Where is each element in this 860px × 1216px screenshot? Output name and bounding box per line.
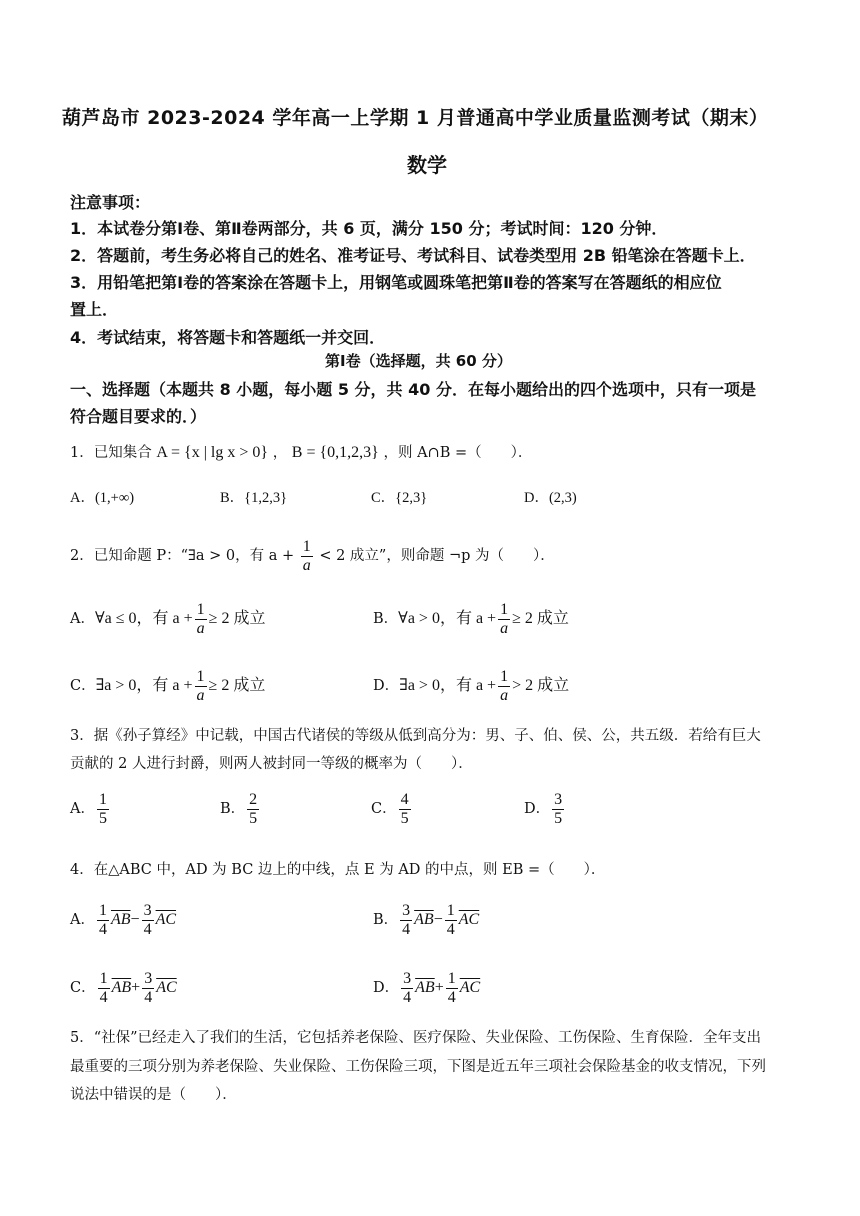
frac-den: 4 bbox=[403, 988, 412, 1006]
frac-num: 1 bbox=[98, 902, 107, 919]
question-1 bbox=[70, 441, 532, 462]
frac-num: 3 bbox=[554, 791, 563, 808]
frac-den: 5 bbox=[98, 809, 107, 827]
frac-den: 5 bbox=[400, 809, 409, 827]
q2-option-pre: ∀a > 0，有 a + bbox=[398, 610, 497, 628]
question-5-line1: 5．“社保”已经走入了我们的生活，它包括养老保险、医疗保险、失业保险、工伤保险、生育保险．全年支出 bbox=[70, 1030, 762, 1046]
question-5-line2: 最重要的三项分别为养老保险、失业保险、工伤保险三项，下图是近五年三项社会保险基金的收支情况，下列 bbox=[70, 1059, 766, 1075]
q2-frac-den: a bbox=[302, 556, 311, 574]
vector-ac: $\overline{AC}$ bbox=[458, 911, 480, 929]
q2-fraction bbox=[301, 538, 313, 574]
q3-option-fraction bbox=[552, 791, 564, 827]
q4-option-a[interactable] bbox=[70, 902, 176, 938]
frac-den: a bbox=[196, 686, 205, 704]
vector-ac: $\overline{AC}$ bbox=[459, 979, 481, 997]
q1-mid: ， bbox=[272, 445, 288, 461]
question-3-line1: 3．据《孙子算经》中记载，中国古代诸侯的等级从低到高分为：男、子、伯、侯、公，共五级．若给有巨大 bbox=[70, 728, 761, 744]
q2-suffix: < 2 成立”，则命题 ¬p 为（ ）． bbox=[319, 548, 555, 565]
frac-num: 1 bbox=[196, 668, 205, 685]
frac-num: 3 bbox=[403, 970, 412, 987]
vector-ac: $\overline{AC}$ bbox=[156, 979, 177, 997]
exam-title: 葫芦岛市 2023-2024 学年高一上学期 1 月普通高中学业质量监测考试（期末） bbox=[62, 107, 769, 129]
q2-option-label: D． bbox=[373, 678, 400, 695]
q3-option-label: A． bbox=[70, 801, 95, 818]
q1-option-d[interactable]: D．(2,3) bbox=[524, 490, 577, 506]
q4-fraction-2 bbox=[142, 902, 154, 938]
q4-option-d[interactable] bbox=[373, 970, 480, 1006]
part-instructions-line1: 一、选择题（本题共 8 小题，每小题 5 分，共 40 分．在每小题给出的四个选项中，只有一项是 bbox=[70, 380, 756, 399]
frac-den: 4 bbox=[447, 988, 456, 1006]
q1-set-a: A = {x | lg x > 0} bbox=[156, 444, 269, 461]
frac-den: a bbox=[500, 686, 509, 704]
frac-den: 4 bbox=[99, 988, 108, 1006]
q2-option-d[interactable] bbox=[373, 668, 569, 704]
q1-option-c[interactable]: C．{2,3} bbox=[371, 490, 428, 506]
q2-option-post: ≥ 2 成立 bbox=[208, 677, 266, 695]
q3-option-fraction bbox=[97, 791, 109, 827]
frac-num: 2 bbox=[249, 791, 258, 808]
note-item: 2．答题前，考生务必将自己的姓名、准考证号、考试科目、试卷类型用 2B 铅笔涂在答题卡上． bbox=[70, 246, 756, 265]
note-item: 置上． bbox=[70, 300, 119, 319]
q2-option-fraction bbox=[195, 668, 207, 704]
frac-den: 5 bbox=[554, 809, 563, 827]
note-item: 1．本试卷分第Ⅰ卷、第Ⅱ卷两部分，共 6 页，满分 150 分；考试时间：120 分钟． bbox=[70, 219, 668, 238]
frac-den: a bbox=[500, 619, 509, 637]
q4-fraction-1 bbox=[400, 902, 412, 938]
frac-den: 4 bbox=[98, 920, 107, 938]
frac-num: 1 bbox=[500, 601, 509, 618]
frac-num: 1 bbox=[446, 902, 455, 919]
frac-num: 1 bbox=[196, 601, 205, 618]
frac-num: 3 bbox=[402, 902, 411, 919]
q3-option-c[interactable] bbox=[371, 791, 413, 827]
q4-option-label: A． bbox=[70, 912, 95, 929]
q1-suffix: ，则 A∩B =（ ）． bbox=[383, 445, 533, 461]
vector-ab: $\overline{AB}$ bbox=[111, 979, 132, 997]
vector-ab: $\overline{AB}$ bbox=[415, 979, 435, 997]
q1-set-b: B = {0,1,2,3} bbox=[291, 444, 379, 461]
q1-option-a[interactable]: A．(1,+∞) bbox=[70, 490, 135, 506]
q2-option-post: ≥ 2 成立 bbox=[208, 610, 266, 628]
operator: + bbox=[131, 979, 141, 997]
vector-ab: $\overline{AB}$ bbox=[414, 911, 434, 929]
operator: + bbox=[434, 979, 444, 997]
frac-num: 1 bbox=[447, 970, 456, 987]
q3-option-b[interactable] bbox=[220, 791, 261, 827]
q4-fraction-2 bbox=[445, 902, 457, 938]
q2-option-fraction bbox=[195, 601, 207, 637]
q4-fraction-1 bbox=[401, 970, 413, 1006]
frac-den: 4 bbox=[446, 920, 455, 938]
frac-den: 5 bbox=[249, 809, 258, 827]
q4-option-label: D． bbox=[373, 980, 400, 997]
vector-ac: $\overline{AC}$ bbox=[155, 911, 177, 929]
frac-num: 3 bbox=[144, 970, 153, 987]
q4-fraction-2 bbox=[446, 970, 458, 1006]
frac-den: a bbox=[196, 619, 205, 637]
frac-num: 4 bbox=[400, 791, 409, 808]
q3-option-d[interactable] bbox=[524, 791, 566, 827]
q2-option-label: A． bbox=[70, 611, 95, 628]
q2-option-b[interactable] bbox=[373, 601, 569, 637]
q2-option-label: B． bbox=[373, 611, 399, 628]
q4-option-c[interactable] bbox=[70, 970, 177, 1006]
operator: − bbox=[433, 911, 443, 929]
q4-fraction-2 bbox=[142, 970, 154, 1006]
q4-fraction-1 bbox=[98, 970, 110, 1006]
q2-option-post: ≥ 2 成立 bbox=[512, 610, 569, 628]
frac-num: 3 bbox=[143, 902, 152, 919]
q2-option-fraction bbox=[498, 601, 510, 637]
frac-num: 1 bbox=[98, 791, 107, 808]
q3-option-a[interactable] bbox=[70, 791, 111, 827]
q4-fraction-1 bbox=[97, 902, 109, 938]
q2-option-a[interactable] bbox=[70, 601, 265, 637]
note-item: 4．考试结束，将答题卡和答题纸一并交回． bbox=[70, 328, 386, 347]
notes-heading: 注意事项： bbox=[70, 193, 151, 212]
q1-option-b[interactable]: B．{1,2,3} bbox=[220, 490, 288, 506]
q2-prefix: 2．已知命题 P：“∃a > 0，有 a + bbox=[70, 548, 295, 565]
q3-option-fraction bbox=[247, 791, 259, 827]
q3-option-label: C． bbox=[371, 801, 397, 818]
q3-option-label: D． bbox=[524, 801, 551, 818]
subject-title: 数学 bbox=[407, 153, 447, 177]
question-5-line3: 说法中错误的是（ ）． bbox=[70, 1087, 237, 1103]
q2-option-pre: ∀a ≤ 0，有 a + bbox=[94, 610, 193, 628]
q1-prefix: 1．已知集合 bbox=[70, 445, 152, 461]
q2-option-pre: ∃a > 0，有 a + bbox=[95, 677, 193, 695]
section-title: 第Ⅰ卷（选择题，共 60 分） bbox=[325, 352, 512, 370]
q2-option-fraction bbox=[498, 668, 510, 704]
question-3-line2: 贡献的 2 人进行封爵，则两人被封同一等级的概率为（ ）． bbox=[70, 756, 473, 772]
frac-num: 1 bbox=[99, 970, 108, 987]
q3-option-label: B． bbox=[220, 801, 246, 818]
frac-den: 4 bbox=[402, 920, 411, 938]
operator: − bbox=[130, 911, 140, 929]
q2-frac-num: 1 bbox=[302, 538, 311, 555]
vector-ab: $\overline{AB}$ bbox=[110, 911, 131, 929]
q4-option-label: B． bbox=[373, 912, 399, 929]
frac-den: 4 bbox=[143, 920, 152, 938]
q2-option-post: > 2 成立 bbox=[512, 677, 570, 695]
q4-option-b[interactable] bbox=[373, 902, 479, 938]
question-2 bbox=[70, 538, 555, 574]
frac-num: 1 bbox=[500, 668, 509, 685]
part-instructions-line2: 符合题目要求的．） bbox=[70, 407, 207, 426]
note-item: 3．用铅笔把第Ⅰ卷的答案涂在答题卡上，用钢笔或圆珠笔把第Ⅱ卷的答案写在答题纸的相应位 bbox=[70, 273, 722, 292]
q2-option-pre: ∃a > 0，有 a + bbox=[399, 677, 497, 695]
q3-option-fraction bbox=[399, 791, 411, 827]
frac-den: 4 bbox=[144, 988, 153, 1006]
q2-option-c[interactable] bbox=[70, 668, 265, 704]
q2-option-label: C． bbox=[70, 678, 96, 695]
question-4: 4．在△ABC 中，AD 为 BC 边上的中线，点 E 为 AD 的中点，则 EB =（ ）． bbox=[70, 862, 606, 878]
q4-option-label: C． bbox=[70, 980, 96, 997]
